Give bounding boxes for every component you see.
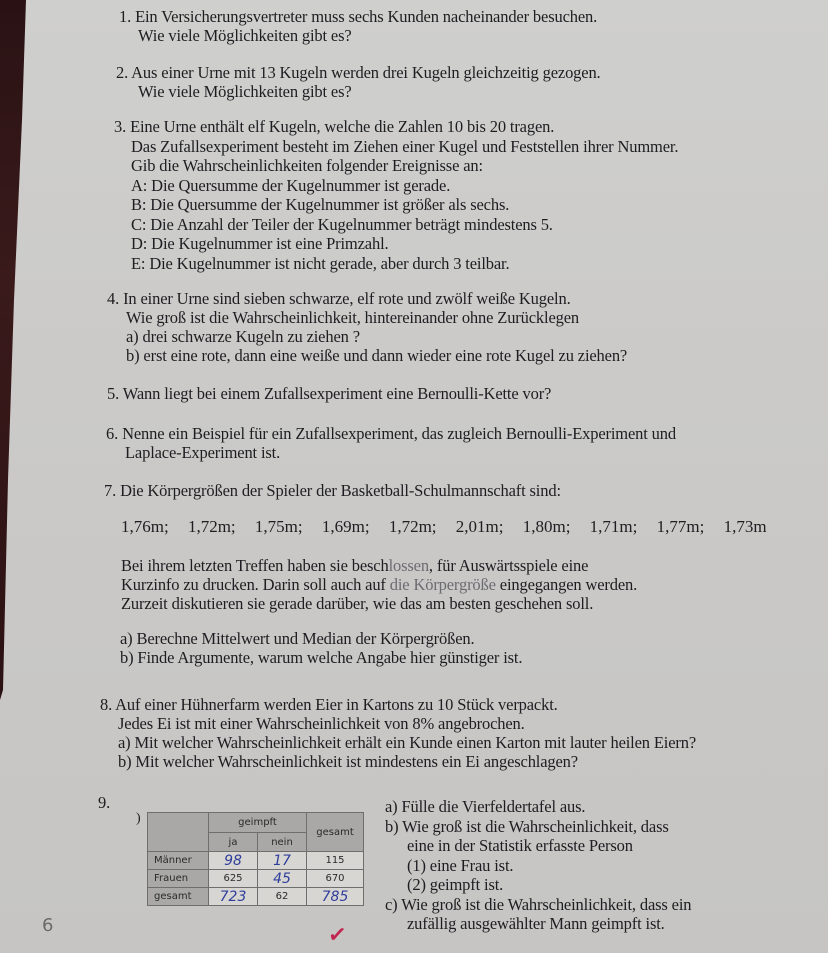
height-value: 1,71m; (589, 517, 638, 536)
row-label: gesamt (148, 888, 209, 906)
q4-number: 4. (107, 289, 120, 308)
q2-text: Aus einer Urne mit 13 Kugeln werden drei Kugeln gleichzeitig gezogen. (131, 63, 601, 82)
q1-number: 1. (119, 7, 132, 26)
q3-event-c: C: Die Anzahl der Teiler der Kugelnummer beträgt mindestens 5. (131, 214, 553, 234)
q6-number: 6. (106, 424, 119, 443)
q4-text: In einer Urne sind sieben schwarze, elf rote und zwölf weiße Kugeln. (123, 289, 571, 308)
cell-printed: 62 (258, 888, 307, 906)
table-row-gesamt (148, 888, 364, 906)
height-value: 1,73m (723, 517, 767, 536)
q1-text-2: Wie viele Möglichkeiten gibt es? (138, 26, 352, 45)
cell-handwritten: 45 (258, 870, 307, 888)
q5-number: 5. (107, 384, 120, 403)
question-7 (104, 481, 561, 500)
table-row-maenner (148, 852, 364, 870)
cell-handwritten: 98 (209, 852, 258, 870)
q7-paragraph (121, 556, 637, 613)
q9-part-c: c) Wie groß ist die Wahrscheinlichkeit, dass ein (385, 894, 692, 914)
q3-event-a: A: Die Quersumme der Kugelnummer ist gerade. (131, 175, 451, 195)
cell-printed: 115 (307, 852, 364, 870)
q3-text: Eine Urne enthält elf Kugeln, welche die Zahlen 10 bis 20 tragen. (130, 117, 555, 136)
q8-text: Auf einer Hühnerfarm werden Eier in Kartons zu 10 Stück verpackt. (115, 695, 558, 714)
cell-printed: 625 (209, 870, 258, 888)
q6-text: Nenne ein Beispiel für ein Zufallsexperiment, das zugleich Bernoulli-Experiment und (122, 424, 676, 443)
question-8 (100, 695, 696, 771)
q2-text-2: Wie viele Möglichkeiten gibt es? (138, 82, 352, 101)
checkmark-icon: ✓ (326, 921, 348, 948)
q9-part-b-1: (1) eine Frau ist. (407, 855, 514, 875)
q3-event-d: D: Die Kugelnummer ist eine Primzahl. (131, 234, 389, 253)
header-gesamt: gesamt (307, 813, 364, 852)
header-nein: nein (258, 833, 307, 852)
q9-part-b: b) Wie groß ist die Wahrscheinlichkeit, dass (385, 816, 669, 836)
height-value: 1,75m; (254, 517, 303, 536)
q4-text-2: Wie groß ist die Wahrscheinlichkeit, hintereinander ohne Zurücklegen (126, 308, 580, 327)
q3-text-2: Das Zufallsexperiment besteht im Ziehen einer Kugel und Feststellen ihrer Nummer. (131, 136, 679, 156)
q3-event-b: B: Die Quersumme der Kugelnummer ist größer als sechs. (131, 195, 510, 214)
q4-part-a: a) drei schwarze Kugeln zu ziehen ? (126, 327, 360, 346)
q7-para-2-faded: die Körpergröße (389, 575, 496, 594)
height-value: 1,72m; (187, 517, 236, 536)
row-label: Männer (148, 852, 209, 870)
cell-handwritten: 785 (307, 888, 364, 906)
q3-event-e: E: Die Kugelnummer ist nicht gerade, aber durch 3 teilbar. (131, 253, 510, 273)
height-value: 1,72m; (388, 517, 437, 536)
cell-handwritten: 723 (209, 888, 258, 906)
q6-text-2: Laplace-Experiment ist. (125, 443, 281, 462)
height-value: 1,77m; (656, 517, 705, 536)
q8-text-2: Jedes Ei ist mit einer Wahrscheinlichkeit von 8% angebrochen. (118, 714, 525, 733)
q9-part-b-2: eine in der Statistik erfasste Person (407, 836, 633, 855)
q1-text: Ein Versicherungsvertreter muss sechs Kunden nacheinander besuchen. (135, 7, 598, 26)
question-3 (114, 117, 678, 273)
q9-part-c-2: zufällig ausgewählter Mann geimpft ist. (407, 914, 665, 933)
q9-number: 9. (98, 793, 111, 812)
q7-para-1-faded: lossen (388, 556, 429, 575)
height-value: 2,01m; (455, 517, 504, 536)
header-geimpft: geimpft (209, 813, 307, 833)
q7-para-1: Bei ihrem letzten Treffen haben sie besch (121, 556, 389, 575)
row-label: Frauen (148, 870, 209, 888)
q8-part-a: a) Mit welcher Wahrscheinlichkeit erhält ein Kunde einen Karton mit lauter heilen Eiern? (118, 733, 697, 752)
q8-part-b: b) Mit welcher Wahrscheinlichkeit ist mindestens ein Ei angeschlagen? (118, 752, 578, 771)
question-5 (107, 384, 551, 403)
q7-para-3: Zurzeit diskutieren sie gerade darüber, wie das am besten geschehen soll. (121, 594, 594, 613)
q9-part-b-2-item: (2) geimpft ist. (407, 875, 504, 894)
cell-printed: 670 (307, 870, 364, 888)
height-value: 1,69m; (321, 517, 370, 536)
question-1 (119, 7, 597, 45)
q9-questions (385, 797, 691, 934)
height-value: 1,80m; (522, 517, 571, 536)
header-ja: ja (209, 833, 258, 852)
question-6 (106, 424, 676, 462)
vierfeldertafel (147, 812, 364, 906)
desk-edge (0, 0, 30, 700)
table-row-frauen (148, 870, 364, 888)
height-list (121, 517, 782, 537)
q7-part-b: b) Finde Argumente, warum welche Angabe hier günstiger ist. (120, 648, 523, 667)
q7-para-2: Kurzinfo zu drucken. Darin soll auch auf (121, 575, 390, 594)
margin-note: 6 (42, 915, 54, 936)
height-value: 1,76m; (121, 517, 169, 536)
q7-number: 7. (104, 481, 117, 500)
table-corner (148, 813, 209, 852)
q4-part-b: b) erst eine rote, dann eine weiße und dann wieder eine rote Kugel zu ziehen? (126, 346, 628, 365)
q7-text: Die Körpergrößen der Spieler der Basketball-Schulmannschaft sind: (120, 481, 561, 500)
q7-part-a: a) Berechne Mittelwert und Median der Körpergrößen. (120, 629, 475, 648)
q3-text-3: Gib die Wahrscheinlichkeiten folgender Ereignisse an: (131, 156, 483, 175)
q3-number: 3. (114, 117, 127, 136)
question-2 (116, 63, 601, 101)
q5-text: Wann liegt bei einem Zufallsexperiment eine Bernoulli-Kette vor? (122, 384, 552, 403)
q8-number: 8. (100, 695, 113, 714)
question-4 (107, 289, 627, 365)
q7-para-2-end: eingegangen werden. (495, 575, 638, 594)
q2-number: 2. (116, 63, 129, 82)
q9-part-a: a) Fülle die Vierfeldertafel aus. (385, 797, 586, 816)
q7-para-1-end: , für Auswärtsspiele eine (428, 556, 589, 575)
cell-handwritten: 17 (258, 852, 307, 870)
stray-parenthesis: ) (136, 811, 141, 826)
q7-parts (120, 629, 522, 667)
